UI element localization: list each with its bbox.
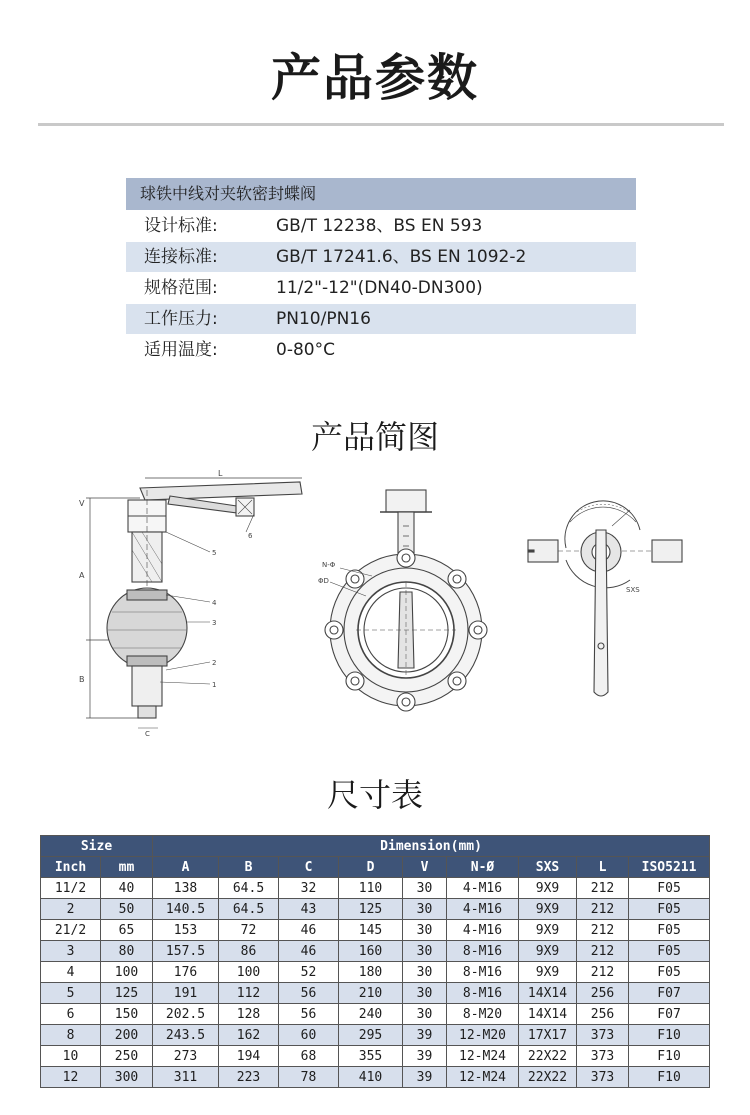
table-cell: 60 bbox=[279, 1025, 339, 1046]
table-cell: 9X9 bbox=[519, 878, 577, 899]
dim-label-sxs: SXS bbox=[626, 586, 640, 594]
dim-label-l: L bbox=[218, 470, 223, 478]
table-cell: 9X9 bbox=[519, 920, 577, 941]
spec-row bbox=[126, 273, 636, 303]
column-header: Inch bbox=[41, 857, 101, 878]
table-cell: 12 bbox=[41, 1067, 101, 1088]
table-cell: 110 bbox=[339, 878, 403, 899]
table-cell: F07 bbox=[629, 983, 710, 1004]
front-view-drawing bbox=[318, 490, 487, 711]
table-cell: 100 bbox=[101, 962, 153, 983]
column-header: C bbox=[279, 857, 339, 878]
table-cell: 10 bbox=[41, 1046, 101, 1067]
column-header: B bbox=[219, 857, 279, 878]
table-row bbox=[41, 962, 710, 983]
table-cell: 5 bbox=[41, 983, 101, 1004]
table-cell: 64.5 bbox=[219, 878, 279, 899]
table-cell: F10 bbox=[629, 1046, 710, 1067]
section-view-drawing bbox=[79, 470, 302, 738]
table-cell: 191 bbox=[153, 983, 219, 1004]
table-cell: 355 bbox=[339, 1046, 403, 1067]
column-header: mm bbox=[101, 857, 153, 878]
spec-value: GB/T 17241.6、BS EN 1092-2 bbox=[276, 247, 527, 267]
table-cell: 128 bbox=[219, 1004, 279, 1025]
table-cell: 9X9 bbox=[519, 899, 577, 920]
table-cell: 40 bbox=[101, 878, 153, 899]
table-cell: 72 bbox=[219, 920, 279, 941]
table-cell: 17X17 bbox=[519, 1025, 577, 1046]
table-cell: 194 bbox=[219, 1046, 279, 1067]
callout-1: 1 bbox=[212, 681, 217, 689]
table-cell: 162 bbox=[219, 1025, 279, 1046]
spec-label: 工作压力: bbox=[144, 309, 218, 329]
table-cell: 100 bbox=[219, 962, 279, 983]
table-cell: 145 bbox=[339, 920, 403, 941]
callout-5: 5 bbox=[212, 549, 217, 557]
table-cell: 125 bbox=[339, 899, 403, 920]
table-cell: 9X9 bbox=[519, 962, 577, 983]
table-cell: 3 bbox=[41, 941, 101, 962]
spec-row bbox=[126, 335, 636, 365]
table-cell: F10 bbox=[629, 1067, 710, 1088]
table-cell: 212 bbox=[577, 920, 629, 941]
table-cell: F05 bbox=[629, 941, 710, 962]
size-group-header: Size bbox=[41, 836, 153, 857]
table-cell: 212 bbox=[577, 878, 629, 899]
table-cell: 212 bbox=[577, 962, 629, 983]
dimension-table bbox=[40, 835, 710, 1088]
table-cell: 30 bbox=[403, 1004, 447, 1025]
table-row bbox=[41, 983, 710, 1004]
spec-value: GB/T 12238、BS EN 593 bbox=[276, 216, 483, 236]
table-cell: 256 bbox=[577, 1004, 629, 1025]
table-cell: 157.5 bbox=[153, 941, 219, 962]
table-row bbox=[41, 1067, 710, 1088]
dim-label-n-phi: N-Φ bbox=[322, 561, 336, 569]
column-header: V bbox=[403, 857, 447, 878]
table-cell: 80 bbox=[101, 941, 153, 962]
table-cell: 56 bbox=[279, 983, 339, 1004]
valve-drawings bbox=[0, 470, 750, 740]
table-cell: 12-M20 bbox=[447, 1025, 519, 1046]
table-cell: 295 bbox=[339, 1025, 403, 1046]
table-row bbox=[41, 941, 710, 962]
table-cell: F10 bbox=[629, 1025, 710, 1046]
table-cell: 12-M24 bbox=[447, 1067, 519, 1088]
table-cell: 8-M16 bbox=[447, 983, 519, 1004]
column-header: SXS bbox=[519, 857, 577, 878]
column-header: D bbox=[339, 857, 403, 878]
table-cell: 9X9 bbox=[519, 941, 577, 962]
callout-3: 3 bbox=[212, 619, 217, 627]
table-cell: 153 bbox=[153, 920, 219, 941]
table-cell: 64.5 bbox=[219, 899, 279, 920]
table-cell: 112 bbox=[219, 983, 279, 1004]
dim-label-b: B bbox=[79, 675, 85, 684]
table-cell: 273 bbox=[153, 1046, 219, 1067]
table-cell: 212 bbox=[577, 941, 629, 962]
table-cell: 176 bbox=[153, 962, 219, 983]
spec-heading: 球铁中线对夹软密封蝶阀 bbox=[126, 178, 636, 210]
table-cell: 11/2 bbox=[41, 878, 101, 899]
table-cell: 250 bbox=[101, 1046, 153, 1067]
table-cell: 22X22 bbox=[519, 1067, 577, 1088]
table-cell: 30 bbox=[403, 941, 447, 962]
table-cell: 46 bbox=[279, 941, 339, 962]
table-cell: 138 bbox=[153, 878, 219, 899]
table-cell: 4-M16 bbox=[447, 878, 519, 899]
table-cell: 8-M16 bbox=[447, 941, 519, 962]
table-cell: 243.5 bbox=[153, 1025, 219, 1046]
page-title: 产品参数 bbox=[271, 49, 479, 107]
table-cell: 4-M16 bbox=[447, 899, 519, 920]
table-cell: 410 bbox=[339, 1067, 403, 1088]
table-cell: 373 bbox=[577, 1067, 629, 1088]
table-row bbox=[41, 920, 710, 941]
column-header: A bbox=[153, 857, 219, 878]
table-cell: 30 bbox=[403, 920, 447, 941]
table-cell: 311 bbox=[153, 1067, 219, 1088]
size-table-title: 尺寸表 bbox=[326, 776, 423, 814]
table-cell: 22X22 bbox=[519, 1046, 577, 1067]
table-cell: 210 bbox=[339, 983, 403, 1004]
table-row bbox=[41, 1004, 710, 1025]
table-cell: F05 bbox=[629, 962, 710, 983]
column-header: L bbox=[577, 857, 629, 878]
table-cell: 39 bbox=[403, 1067, 447, 1088]
table-cell: 6 bbox=[41, 1004, 101, 1025]
dim-label-c: C bbox=[145, 730, 150, 738]
spec-value: 0-80°C bbox=[276, 340, 335, 360]
spec-label: 设计标准: bbox=[144, 216, 218, 236]
table-cell: 373 bbox=[577, 1025, 629, 1046]
table-row bbox=[41, 1046, 710, 1067]
table-cell: 180 bbox=[339, 962, 403, 983]
table-cell: 30 bbox=[403, 983, 447, 1004]
table-cell: 65 bbox=[101, 920, 153, 941]
callout-2: 2 bbox=[212, 659, 217, 667]
table-cell: 140.5 bbox=[153, 899, 219, 920]
table-cell: 223 bbox=[219, 1067, 279, 1088]
table-row bbox=[41, 878, 710, 899]
table-row bbox=[41, 1025, 710, 1046]
table-cell: 212 bbox=[577, 899, 629, 920]
table-cell: 240 bbox=[339, 1004, 403, 1025]
table-cell: 21/2 bbox=[41, 920, 101, 941]
table-cell: 8-M16 bbox=[447, 962, 519, 983]
table-cell: 68 bbox=[279, 1046, 339, 1067]
table-cell: 373 bbox=[577, 1046, 629, 1067]
table-cell: 43 bbox=[279, 899, 339, 920]
dim-label-a: A bbox=[79, 571, 85, 580]
table-cell: 4-M16 bbox=[447, 920, 519, 941]
dim-label-v: V bbox=[79, 499, 85, 508]
table-cell: 52 bbox=[279, 962, 339, 983]
dimension-group-header: Dimension(mm) bbox=[153, 836, 710, 857]
spec-value: PN10/PN16 bbox=[276, 309, 371, 329]
table-cell: 300 bbox=[101, 1067, 153, 1088]
table-cell: 150 bbox=[101, 1004, 153, 1025]
callout-4: 4 bbox=[212, 599, 217, 607]
table-cell: 200 bbox=[101, 1025, 153, 1046]
table-cell: 39 bbox=[403, 1025, 447, 1046]
table-cell: F05 bbox=[629, 920, 710, 941]
column-header: ISO5211 bbox=[629, 857, 710, 878]
table-cell: 12-M24 bbox=[447, 1046, 519, 1067]
title-divider bbox=[38, 123, 724, 126]
table-cell: F05 bbox=[629, 899, 710, 920]
table-cell: 39 bbox=[403, 1046, 447, 1067]
diagram-title: 产品简图 bbox=[310, 418, 439, 456]
spec-row bbox=[126, 304, 636, 334]
spec-label: 适用温度: bbox=[144, 340, 218, 360]
table-cell: 56 bbox=[279, 1004, 339, 1025]
table-cell: 46 bbox=[279, 920, 339, 941]
spec-row bbox=[126, 242, 636, 272]
table-cell: 14X14 bbox=[519, 983, 577, 1004]
column-header: N-Ø bbox=[447, 857, 519, 878]
table-cell: 4 bbox=[41, 962, 101, 983]
table-cell: 86 bbox=[219, 941, 279, 962]
spec-row bbox=[126, 211, 636, 241]
top-view-drawing bbox=[528, 501, 682, 696]
table-cell: F07 bbox=[629, 1004, 710, 1025]
table-cell: 256 bbox=[577, 983, 629, 1004]
table-cell: 30 bbox=[403, 962, 447, 983]
spec-table bbox=[126, 178, 636, 365]
table-cell: 50 bbox=[101, 899, 153, 920]
table-cell: 30 bbox=[403, 878, 447, 899]
table-cell: 8 bbox=[41, 1025, 101, 1046]
table-row bbox=[41, 899, 710, 920]
table-cell: 160 bbox=[339, 941, 403, 962]
dimension-table-body bbox=[41, 878, 710, 1088]
table-cell: F05 bbox=[629, 878, 710, 899]
table-cell: 14X14 bbox=[519, 1004, 577, 1025]
callout-6: 6 bbox=[248, 532, 253, 540]
spec-label: 规格范围: bbox=[144, 278, 218, 298]
table-cell: 32 bbox=[279, 878, 339, 899]
table-cell: 202.5 bbox=[153, 1004, 219, 1025]
dim-label-phi-d: ΦD bbox=[318, 577, 329, 585]
table-cell: 125 bbox=[101, 983, 153, 1004]
table-cell: 2 bbox=[41, 899, 101, 920]
table-cell: 30 bbox=[403, 899, 447, 920]
table-cell: 78 bbox=[279, 1067, 339, 1088]
spec-value: 11/2"-12"(DN40-DN300) bbox=[276, 278, 483, 298]
table-cell: 8-M20 bbox=[447, 1004, 519, 1025]
spec-label: 连接标准: bbox=[144, 247, 218, 267]
